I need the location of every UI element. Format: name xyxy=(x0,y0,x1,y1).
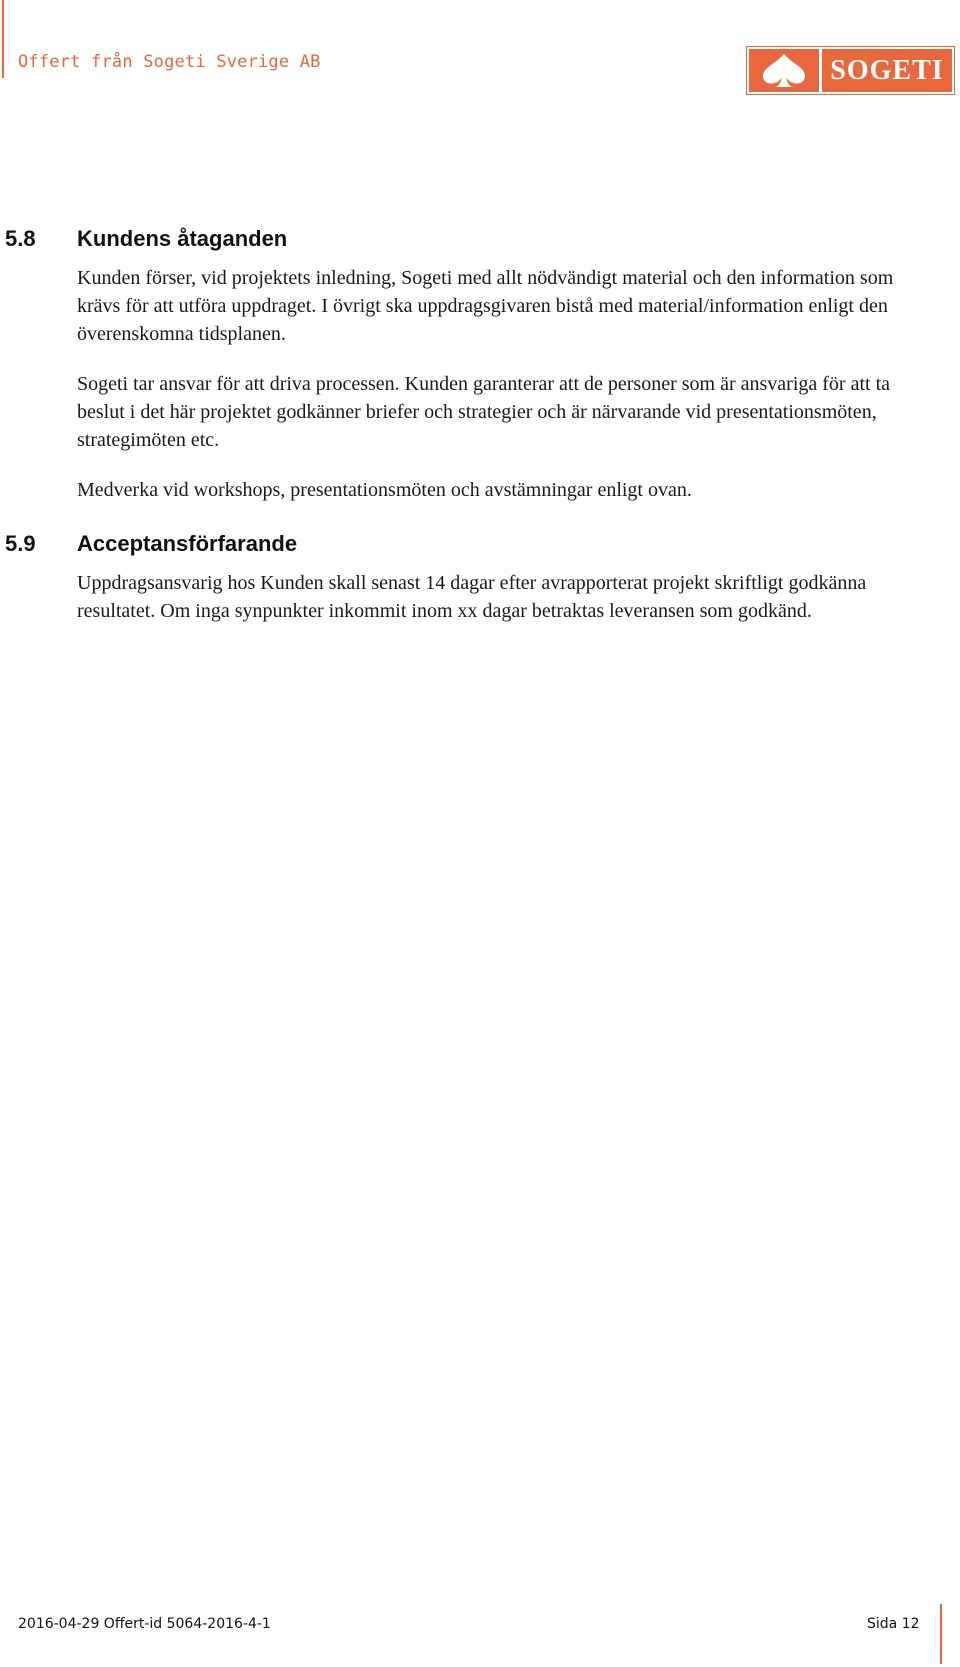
paragraph: Uppdragsansvarig hos Kunden skall senast 14 dagar efter avrapporterat projekt skriftligt godkänna resultatet. Om inga synpunkter inkommit inom xx dagar betraktas leveransen som godkänd. xyxy=(77,572,867,622)
header-accent-bar xyxy=(2,0,4,78)
paragraph: Kunden förser, vid projektets inledning, Sogeti med allt nödvändigt material och den information som krävs för att utföra uppdraget. I övrigt ska uppdragsgivaren bistå med material/information enligt den överenskomna tidsplanen. xyxy=(77,267,894,345)
footer-document-id: 2016-04-29 Offert-id 5064-2016-4-1 xyxy=(18,1616,271,1632)
paragraph: Medverka vid workshops, presentationsmöten och avstämningar enligt ovan. xyxy=(77,479,692,501)
spade-icon xyxy=(749,49,819,92)
logo-text: SOGETI xyxy=(830,54,944,86)
header-title: Offert från Sogeti Sverige AB xyxy=(18,52,321,72)
section-heading-5-9 xyxy=(5,531,297,557)
section-number: 5.8 xyxy=(5,226,36,251)
section-title: Acceptansförfarande xyxy=(77,531,298,556)
sogeti-logo xyxy=(746,46,955,95)
paragraph: Sogeti tar ansvar för att driva processen. Kunden garanterar att de personer som är ansvariga för att ta beslut i det här projektet godkänner briefer och strategier och är närvarande vid presentationsmöten, strategimöten etc. xyxy=(77,373,891,451)
section-title: Kundens åtaganden xyxy=(77,226,288,251)
section-heading-5-8 xyxy=(5,226,287,252)
section-number: 5.9 xyxy=(5,531,36,556)
footer-accent-bar xyxy=(940,1604,942,1664)
footer-page-number: Sida 12 xyxy=(867,1616,920,1632)
